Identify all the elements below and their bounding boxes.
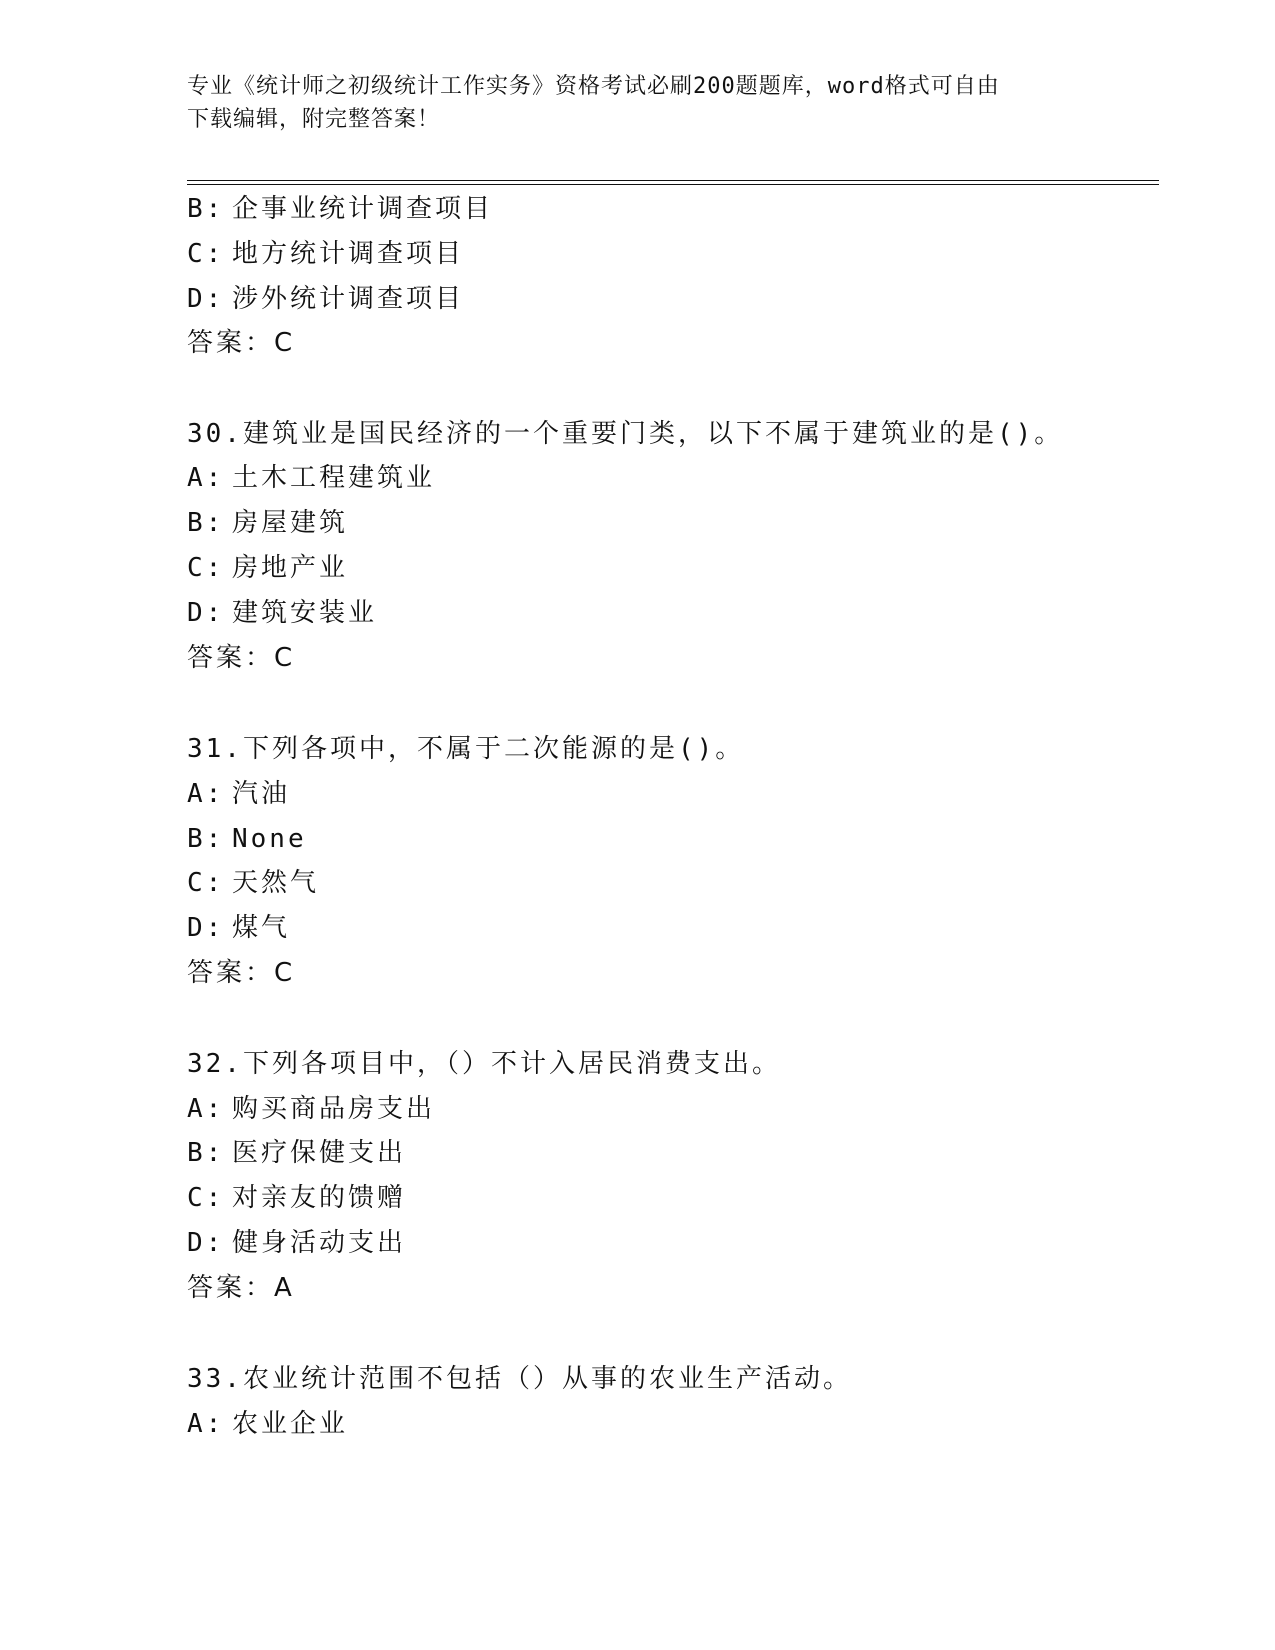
option-text: 对亲友的馈赠 [232, 1183, 407, 1213]
option-line [187, 912, 290, 944]
option-label: D: [187, 284, 225, 314]
option-line [187, 778, 290, 810]
answer-line: 答案：C [187, 958, 296, 988]
option-text: 房地产业 [232, 553, 349, 583]
option-line [187, 597, 377, 629]
answer-line: 答案：C [187, 643, 296, 673]
option-line [187, 238, 464, 270]
option-text: 土木工程建筑业 [232, 463, 436, 493]
option-text: 医疗保健支出 [232, 1138, 407, 1168]
header-line-2: 下载编辑，附完整答案！ [187, 107, 441, 132]
option-label: A: [187, 1409, 225, 1439]
option-text: 煤气 [232, 913, 291, 943]
option-line [187, 867, 319, 899]
header-line-1: 专业《统计师之初级统计工作实务》资格考试必刷200题题库，word格式可自由 [187, 74, 1000, 99]
option-label: B: [187, 1138, 225, 1168]
option-label: D: [187, 1228, 225, 1258]
option-line [187, 552, 348, 584]
option-label: C: [187, 553, 225, 583]
option-label: B: [187, 508, 225, 538]
option-label: A: [187, 463, 225, 493]
option-line [187, 823, 307, 855]
option-line [187, 1408, 348, 1440]
answer-line: 答案：A [187, 1273, 295, 1303]
option-text: None [232, 824, 307, 854]
option-line [187, 1182, 406, 1214]
option-label: B: [187, 824, 225, 854]
option-text: 汽油 [232, 779, 291, 809]
question-stem: 31.下列各项中，不属于二次能源的是()。 [187, 734, 745, 764]
option-text: 健身活动支出 [232, 1228, 407, 1258]
header-divider-bottom [187, 184, 1159, 185]
option-label: A: [187, 779, 225, 809]
option-line [187, 1093, 435, 1125]
option-text: 购买商品房支出 [232, 1094, 436, 1124]
option-line [187, 283, 464, 315]
option-text: 地方统计调查项目 [232, 239, 465, 269]
option-text: 涉外统计调查项目 [232, 284, 465, 314]
document-header [187, 70, 1087, 136]
option-label: C: [187, 868, 225, 898]
option-line [187, 1227, 406, 1259]
option-label: B: [187, 194, 225, 224]
option-line [187, 462, 435, 494]
option-text: 天然气 [232, 868, 320, 898]
option-label: D: [187, 913, 225, 943]
option-line [187, 193, 493, 225]
option-text: 建筑安装业 [232, 598, 378, 628]
header-divider-top [187, 180, 1159, 181]
option-text: 企事业统计调查项目 [232, 194, 494, 224]
answer-line: 答案：C [187, 328, 296, 358]
option-line [187, 507, 348, 539]
option-label: A: [187, 1094, 225, 1124]
option-text: 房屋建筑 [232, 508, 349, 538]
question-stem: 30.建筑业是国民经济的一个重要门类，以下不属于建筑业的是()。 [187, 419, 1064, 449]
question-stem: 33.农业统计范围不包括（）从事的农业生产活动。 [187, 1364, 852, 1394]
option-line [187, 1137, 406, 1169]
option-label: D: [187, 598, 225, 628]
option-label: C: [187, 1183, 225, 1213]
question-stem: 32.下列各项目中，（）不计入居民消费支出。 [187, 1049, 781, 1079]
option-label: C: [187, 239, 225, 269]
option-text: 农业企业 [232, 1409, 349, 1439]
